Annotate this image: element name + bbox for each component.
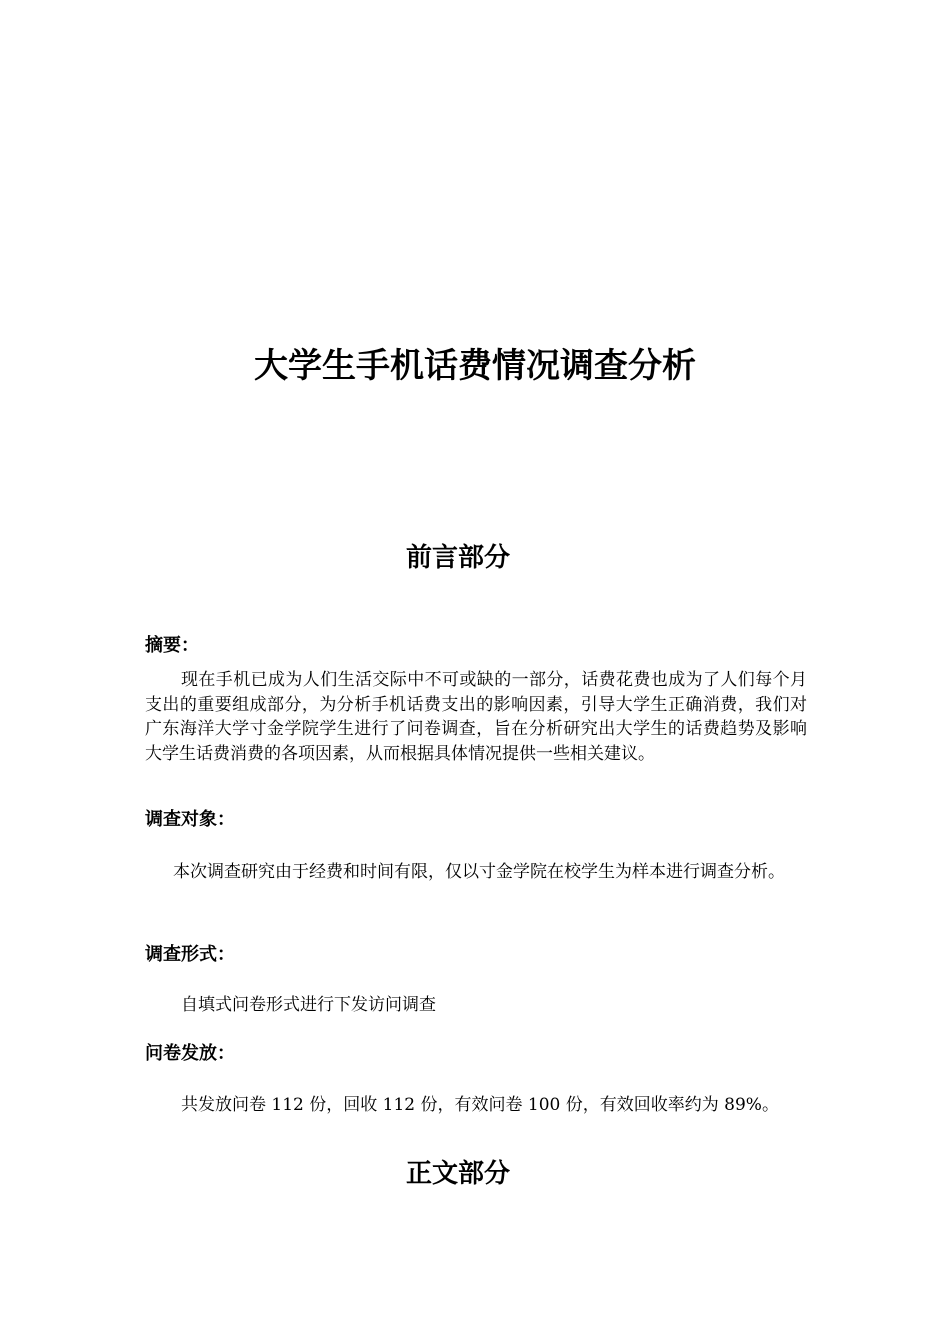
survey-form-heading: 调查形式： — [145, 944, 235, 965]
subjects-heading: 调查对象： — [145, 809, 235, 830]
main-section-heading: 正文部分 — [405, 1159, 510, 1189]
distribution-heading: 问卷发放： — [145, 1043, 235, 1064]
abstract-paragraph: 现在手机已成为人们生活交际中不可或缺的一部分，话费花费也成为了人们每个月支出的重要组成部分，为分析手机话费支出的影响因素，引导大学生正确消费，我们对广东海洋大学寸金学院学生进行了问卷调查，旨在分析研究出大学生的话费趋势及影响大学生话费消费的各项因素，从而根据具体情况提供一些相关建议。 — [145, 670, 807, 764]
abstract-heading: 摘要： — [145, 635, 199, 656]
survey-form-paragraph: 自填式问卷形式进行下发访问调查 — [181, 995, 436, 1015]
subjects-paragraph: 本次调查研究由于经费和时间有限，仅以寸金学院在校学生为样本进行调查分析。 — [173, 862, 785, 882]
document-title: 大学生手机话费情况调查分析 — [254, 346, 696, 386]
distribution-paragraph: 共发放问卷 112 份，回收 112 份，有效问卷 100 份，有效回收率约为 89%。 — [181, 1095, 779, 1115]
preface-section-heading: 前言部分 — [405, 543, 510, 573]
